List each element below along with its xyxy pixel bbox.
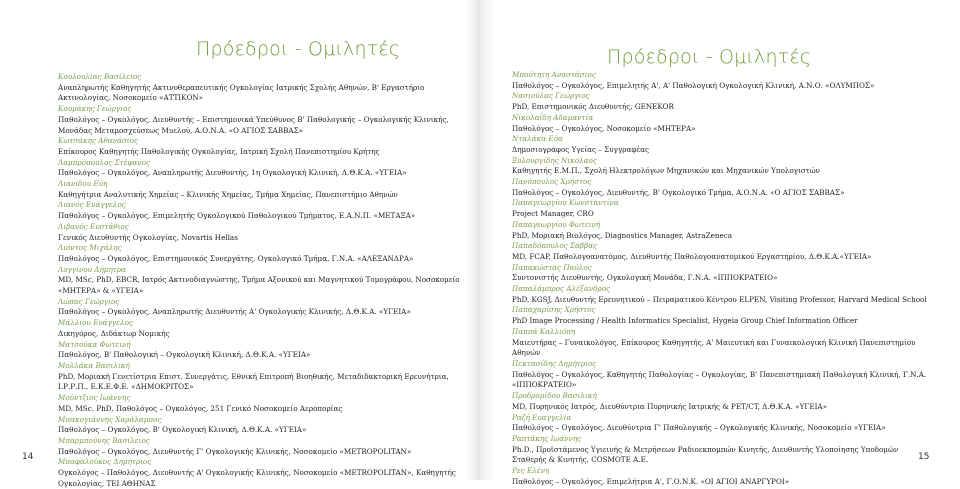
speaker-entry	[512, 134, 930, 155]
speaker-affiliation: PhD, Μοριακή Βιολόγος, Diagnostics Manager, AstraZeneca	[512, 230, 733, 240]
speaker-name: Μπακογιάννης Χαράλαμπος	[58, 414, 162, 424]
speaker-affiliation: PhD Image Processing / Health Informatics Specialist, Hygeia Group Chief Information Officer	[512, 316, 858, 326]
speaker-entry	[512, 177, 930, 198]
speaker-name: Κουλουλίας Βασίλειος	[58, 72, 142, 81]
speaker-entry	[58, 340, 470, 361]
speaker-affiliation: MD, FCAP, Παθολογοανατόμος, Διευθυντής Παθολογοανατομικού Εργαστηρίου, Δ.Θ.Κ.Α.«ΥΓΕΙΑ»	[512, 251, 872, 261]
speaker-affiliation: Δημοσιογράφος Υγείας – Συγγραφέας	[512, 144, 649, 154]
speaker-affiliation: Παθολόγος, Β' Παθολογική – Ογκολογική Κλινική, Δ.Θ.Κ.Α. «ΥΓΕΙΑ»	[58, 350, 311, 360]
speaker-name: Λογγίνου Δήμητρα	[58, 264, 126, 274]
speaker-affiliation: Παθολόγος – Ογκολόγος, Διευθυντής Γ' Ογκολογικής Κλινικής, Νοσοκομείο «METROPOLITAN»	[58, 446, 412, 456]
speaker-affiliation: Ph.D., Προϊστάμενος Υγιεινής & Μετρήσεων Ραδιοεκπομπών Κινητής, Διευθυντής Υλοποίησης Υποδομών Σταθερής & Κινητής, COSMOTE Α.Ε.	[512, 444, 899, 465]
speaker-entry	[58, 222, 470, 243]
speaker-entry	[58, 200, 470, 221]
speaker-affiliation: Παθολόγος – Ογκολόγος, Διευθύντρια Γ' Παθολογικής – Ογκολογικής Κλινικής, Νοσοκομείο «ΥΓΕΙΑ»	[512, 423, 886, 433]
speaker-entry	[512, 413, 930, 434]
speaker-list	[512, 70, 930, 487]
speaker-name: Παπαγεωργίου Κωνσταντίνα	[512, 198, 619, 208]
speaker-affiliation: Παθολόγος – Ογκολόγος, Διευθυντής – Επιστημονικά Υπεύθυνος Β' Παθολογικής – Ογκολογικής Κλινικής, Μονάδας Μεταμοσχεύσεως Μυελού, Α.Ο.Ν.Α. «Ο ΑΓΙΟΣ ΣΑΒΒΑΣ»	[58, 114, 449, 135]
speaker-entry	[512, 327, 930, 359]
speaker-name: Νικολαΐδη Αδαμαντία	[512, 112, 594, 122]
speaker-name: Παπαχαρίσης Χρήστος	[512, 305, 596, 315]
speaker-entry	[58, 136, 470, 157]
speaker-entry	[512, 156, 930, 177]
speaker-affiliation: Συντονιστής Διευθυντής, Ογκολογική Μονάδα, Γ.Ν.Α. «ΙΠΠΟΚΡΑΤΕΙΟ»	[512, 273, 778, 283]
speaker-entry	[58, 361, 470, 393]
speaker-affiliation: Επίκουρος Καθηγητής Παθολογικής Ογκολογίας, Ιατρική Σχολή Πανεπιστημίου Κρήτης	[58, 146, 380, 156]
speaker-name: Ραζή Ευαγγελία	[512, 412, 572, 422]
speaker-affiliation: Καθηγητής Ε.Μ.Π., Σχολή Ηλεκτρολόγων Μηχανικών και Μηχανικών Υπολογιστών	[512, 166, 821, 176]
speaker-entry	[58, 104, 470, 136]
speaker-affiliation: Μαιευτήρας – Γυναικολόγος, Επίκουρος Καθηγητής, Α' Μαιευτική και Γυναικολογική Κλινική Πανεπιστημίου Αθηνών	[512, 337, 916, 358]
page-number: 14	[22, 452, 34, 462]
speaker-affiliation: Παθολόγος – Ογκολόγος, Διευθυντής, Β' Ογκολογικό Τμήμα, Α.Ο.Ν.Α. «Ο ΑΓΙΟΣ ΣΑΒΒΑΣ»	[512, 187, 845, 197]
speaker-name: Παπαγεωργίου Φωτεινή	[512, 219, 601, 229]
speaker-affiliation: Παθολόγος – Ογκολόγος, Επιμελήτρια Α', Γ.Ο.Ν.Κ. «ΟΙ ΑΓΙΟΙ ΑΝΑΡΓΥΡΟΙ»	[512, 476, 790, 486]
speaker-name: Πεκτασίδης Δημήτριος	[512, 358, 597, 368]
speaker-entry	[58, 72, 470, 104]
speaker-name: Προδρομίδου Βασιλική	[512, 391, 597, 401]
speaker-name: Λιανός Ευάγγελος	[58, 200, 126, 210]
speaker-entry	[512, 391, 930, 412]
speaker-entry	[58, 457, 470, 489]
speaker-entry	[512, 91, 930, 112]
page-title: Πρόεδροι - Ομιλητές	[607, 46, 812, 68]
speaker-affiliation: MD, Πυρηνικός Ιατρός, Διευθύντρια Πυρηνικής Ιατρικής & PET/CT, Δ.Θ.Κ.Α. «ΥΓΕΙΑ»	[512, 401, 828, 411]
speaker-affiliation: Παθολόγος – Ογκολόγος, Αναπληρωτής Διευθυντής Α' Ογκολογικής Κλινικής, Δ.Θ.Κ.Α. «ΥΓΕΙΑ»	[58, 307, 411, 317]
speaker-entry	[58, 436, 470, 457]
speaker-affiliation: Παθολόγος – Ογκολόγος, Β' Ογκολογική Κλινική, Δ.Θ.Κ.Α. «ΥΓΕΙΑ»	[58, 425, 307, 435]
speaker-entry	[512, 305, 930, 326]
speaker-entry	[512, 434, 930, 466]
speaker-list	[58, 72, 470, 489]
speaker-name: Ξυλουργίδης Νικόλαος	[512, 155, 597, 165]
speaker-name: Παππά Καλλιόπη	[512, 326, 576, 336]
speaker-name: Μπούτητη Αναστάσιος	[512, 70, 596, 79]
speaker-name: Μάλλιου Ευάγγελος	[58, 318, 133, 328]
speaker-entry	[58, 318, 470, 339]
speaker-entry	[512, 198, 930, 219]
speaker-affiliation: Αναπληρωτής Καθηγητής Ακτινοθεραπευτικής Ογκολογίας Ιατρικής Σχολής Αθηνών, Β' Εργαστήριο Ακτινολογίας, Νοσοκομείο «ΑΤΤΙΚΟΝ»	[58, 82, 425, 103]
speaker-name: Πανόπουλος Χρήστος	[512, 177, 592, 187]
speaker-name: Νταλάκα Εύα	[512, 134, 563, 144]
speaker-affiliation: Παθολόγος – Ογκολόγος, Επιμελητής Ογκολογικού Παθολογικού Τμήματος, Ε.Α.Ν.Π. «ΜΕΤΑΞΑ»	[58, 211, 416, 221]
speaker-entry	[512, 466, 930, 487]
speaker-affiliation: Παθολόγος – Ογκολόγος, Νοσοκομείο «ΜΗΤΕΡΑ»	[512, 123, 696, 133]
speaker-name: Νασιούλας Γεώργιος	[512, 91, 590, 101]
speaker-entry	[58, 297, 470, 318]
speaker-name: Λώπας Γεώργιος	[58, 296, 120, 306]
speaker-name: Κουμάκης Γεώργιος	[58, 104, 132, 114]
speaker-name: Λιβανός Ευστάθιος	[58, 221, 129, 231]
speaker-affiliation: PhD, KGSJ, Διευθυντής Ερευνητικού – Πειραματικού Κέντρου ELPEN, Visiting Professor, Harvard Medical School	[512, 294, 927, 304]
speaker-entry	[58, 243, 470, 264]
speaker-name: Μπαρμπούνης Βασίλειος	[58, 435, 150, 445]
speaker-affiliation: PhD, Επιστημονικός Διευθυντής, GENEKOR	[512, 102, 674, 112]
speaker-entry	[512, 220, 930, 241]
speaker-entry	[58, 158, 470, 179]
speaker-entry	[58, 393, 470, 414]
speaker-name: Λαμπρόπουλος Στέφανος	[58, 157, 151, 167]
speaker-affiliation: MD, MSc, PhD, EBCR, Ιατρός Ακτινοδιαγνώστης, Τμήμα Αξονικού και Μαγνητικού Τομογράφου, Νοσοκομείο «ΜΗΤΕΡΑ» & «ΥΓΕΙΑ»	[58, 275, 460, 296]
speaker-name: Κωτσάκης Αθανάσιος	[58, 136, 138, 146]
speaker-affiliation: Παθολόγος – Ογκολόγος, Αναπληρωτής Διευθυντής, 1η Ογκολογική Κλινική, Δ.Θ.Κ.Α. «ΥΓΕΙΑ»	[58, 168, 407, 178]
speaker-entry	[512, 284, 930, 305]
speaker-name: Μούντζιος Ιωάννης	[58, 393, 131, 403]
speaker-affiliation: Ογκολόγος – Παθολόγος, Διευθυντής Α' Ογκολογικής Κλινικής, Νοσοκομείο «METROPOLITAN», Καθηγητής Ογκολογίας, ΤΕΙ ΑΘΗΝΑΣ	[58, 468, 456, 488]
speaker-affiliation: MD, MSc. PhD, Παθολόγος – Ογκολόγος, 251 Γενικό Νοσοκομείο Αεροπορίας	[58, 403, 343, 413]
speaker-name: Ρες Ελένη	[512, 466, 550, 476]
speaker-entry	[512, 359, 930, 391]
page-number: 15	[918, 452, 930, 462]
speaker-affiliation: Project Manager, CRO	[512, 209, 594, 219]
speaker-name: Παπακώστας Παύλος	[512, 262, 592, 272]
speaker-name: Μολλάκα Βασιλική	[58, 360, 130, 370]
speaker-name: Λιανίδου Εύη	[58, 179, 108, 189]
speaker-name: Μπαφαλούκος Δημήτριος	[58, 457, 152, 467]
right-page	[480, 0, 960, 486]
speaker-entry	[512, 70, 930, 91]
left-page	[0, 0, 480, 488]
speaker-affiliation: Παθολόγος – Ογκολόγος, Επιστημονικός Συνεργάτης, Ογκολογικό Τμήμα, Γ.Ν.Α. «ΑΛΕΞΑΝΔΡΑ»	[58, 253, 414, 263]
speaker-entry	[512, 263, 930, 284]
speaker-affiliation: Καθηγήτρια Αναλυτικής Χημείας – Κλινικής Χημείας, Τμήμα Χημείας, Πανεπιστήμιο Αθηνών	[58, 189, 398, 199]
speaker-affiliation: Γενικός Διευθυντής Ογκολογίας, Novartis Hellas	[58, 232, 238, 242]
speaker-name: Ραπτάκης Ιωάννης	[512, 433, 582, 443]
speaker-name: Ματσούκα Φωτεινή	[58, 339, 131, 349]
speaker-name: Παπαλάμπρος Αλέξανδρος	[512, 284, 611, 294]
speaker-affiliation: Παθολόγος – Ογκολόγος, Καθηγητής Παθολογίας – Ογκολογίας, Β' Πανεπιστημιακή Παθολογική Κλινική, Γ.Ν.Α. «ΙΠΠΟΚΡΑΤΕΙΟ»	[512, 369, 927, 390]
speaker-affiliation: Παθολόγος – Ογκολόγος, Επιμελητής Α', Α' Παθολογική Ογκολογική Κλινική, Α.Ν.Ο. «ΟΛΥΜΠΟΣ»	[512, 80, 875, 90]
speaker-entry	[58, 415, 470, 436]
speaker-name: Λιόντος Μιχάλης	[58, 243, 122, 253]
speaker-entry	[58, 265, 470, 297]
speaker-entry	[512, 241, 930, 262]
page-title: Πρόεδροι - Ομιλητές	[196, 38, 401, 60]
speaker-entry	[58, 179, 470, 200]
speaker-affiliation: PhD, Μοριακή Γενετίστρια Επιστ. Συνεργάτις, Εθνική Επιτροπή Βιοηθικής, Μεταδιδακτορική Ερευνήτρια, Ι.Ρ.Ρ.Π., Ε.Κ.Ε.Φ.Ε. «ΔΗΜΟΚΡΙΤΟΣ»	[58, 371, 449, 392]
speaker-affiliation: Δικηγόρος, Διδάκτωρ Νομικής	[58, 328, 170, 338]
speaker-entry	[512, 113, 930, 134]
speaker-name: Παπαδόπουλος Σάββας	[512, 241, 598, 251]
